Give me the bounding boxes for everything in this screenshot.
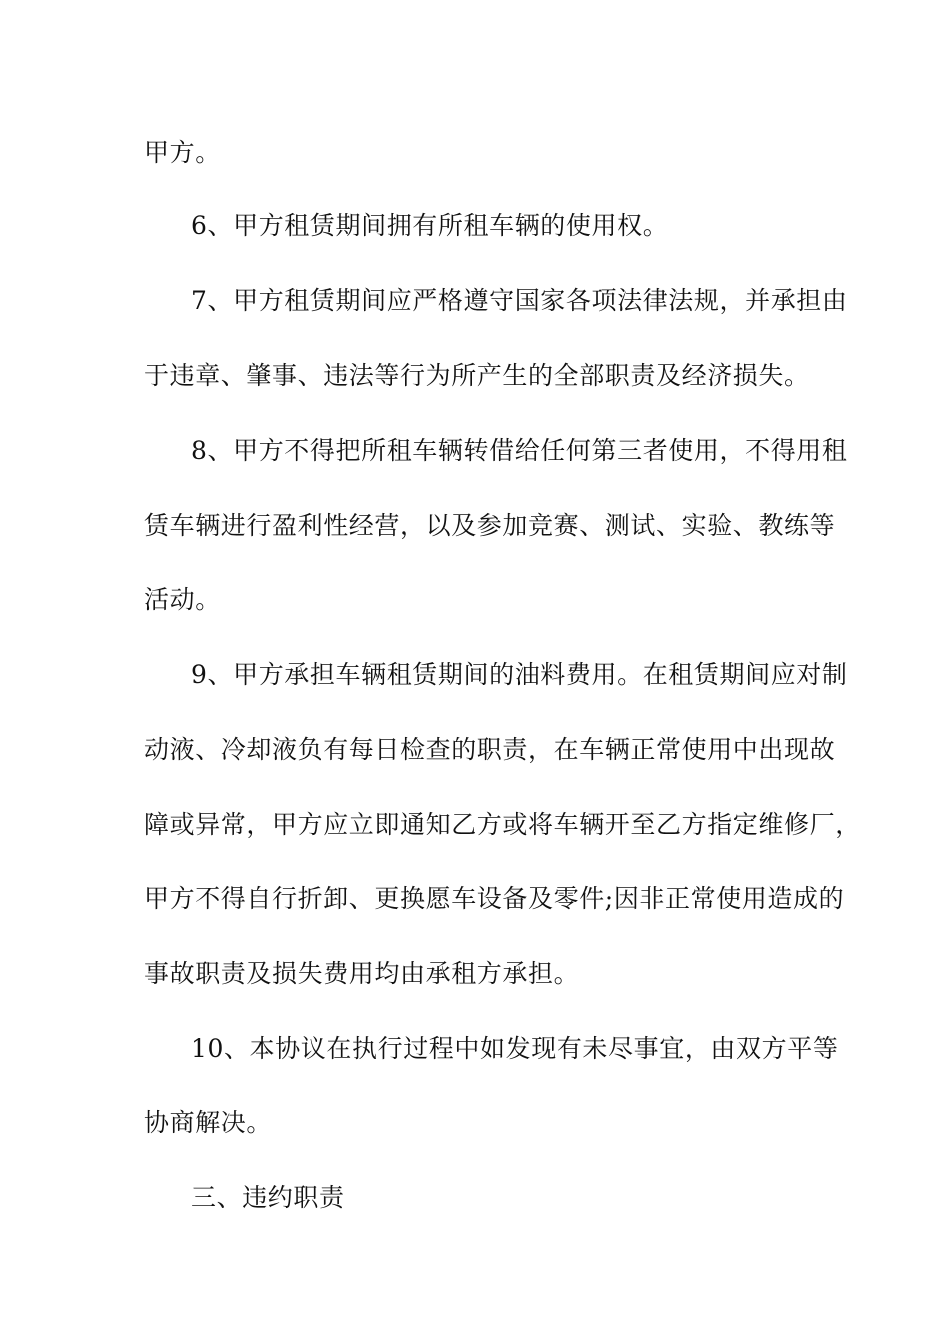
text-line-10: 障或异常，甲方应立即通知乙方或将车辆开至乙方指定维修厂，	[144, 810, 861, 839]
text-line-6: 赁车辆进行盈利性经营，以及参加竞赛、测试、实验、教练等	[144, 511, 836, 540]
section-heading: 三、违约职责	[191, 1183, 345, 1212]
text-line-1: 甲方。	[144, 138, 221, 167]
text-line-11: 甲方不得自行折卸、更换愿车设备及零件;因非正常使用造成的	[144, 884, 845, 913]
text-line-13: 10、本协议在执行过程中如发现有未尽事宜，由双方平等	[191, 1034, 839, 1063]
text-line-5: 8、甲方不得把所租车辆转借给任何第三者使用，不得用租	[191, 436, 848, 465]
text-line-12: 事故职责及损失费用均由承租方承担。	[144, 959, 580, 988]
text-line-2: 6、甲方租赁期间拥有所租车辆的使用权。	[191, 211, 669, 240]
text-line-8: 9、甲方承担车辆租赁期间的油料费用。在租赁期间应对制	[191, 660, 848, 689]
text-line-7: 活动。	[144, 585, 221, 614]
text-line-3: 7、甲方租赁期间应严格遵守国家各项法律法规，并承担由	[191, 286, 848, 315]
text-line-9: 动液、冷却液负有每日检查的职责，在车辆正常使用中出现故	[144, 735, 836, 764]
text-line-14: 协商解决。	[144, 1108, 273, 1137]
text-line-4: 于违章、肇事、违法等行为所产生的全部职责及经济损失。	[144, 361, 810, 390]
